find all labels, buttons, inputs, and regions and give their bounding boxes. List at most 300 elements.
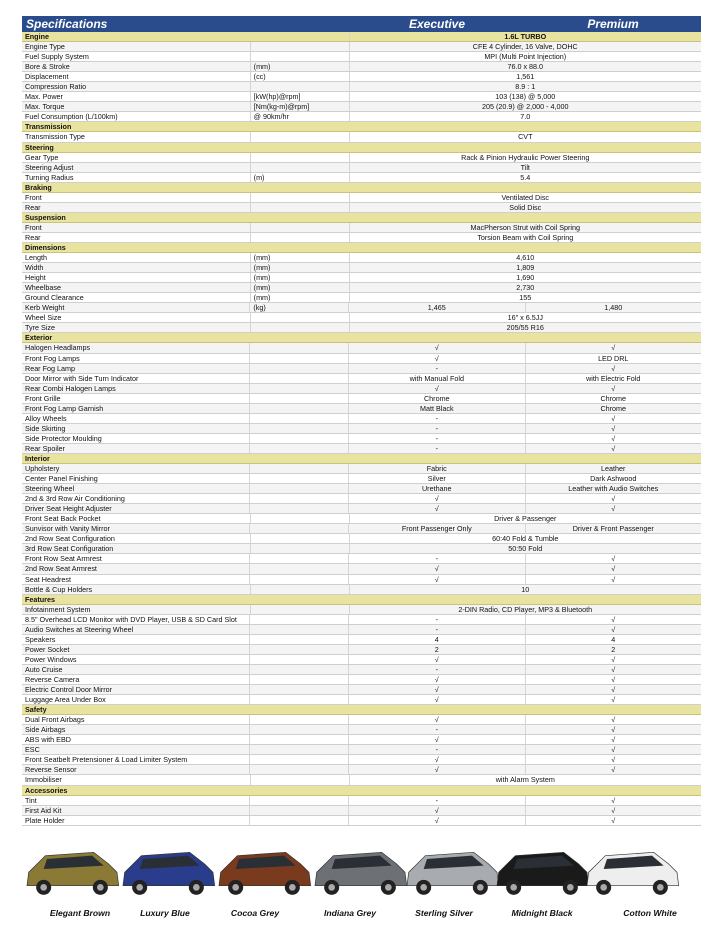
spec-value-both: 1.6L TURBO	[349, 32, 701, 41]
spec-value-both: MPI (Multi Point Injection)	[349, 52, 701, 61]
spec-label: Auto Cruise	[25, 664, 63, 674]
spec-value-both: CVT	[349, 132, 701, 141]
spec-row	[22, 253, 701, 263]
spec-value-executive: -	[348, 665, 524, 674]
spec-value-executive: √	[348, 685, 524, 694]
spec-label: Gear Type	[25, 152, 59, 162]
spec-label: Door Mirror with Side Turn Indicator	[25, 373, 139, 383]
spec-value-executive: √	[348, 575, 524, 584]
spec-value-premium: √	[525, 715, 701, 724]
spec-row	[22, 806, 701, 816]
spec-row	[22, 514, 701, 524]
spec-row	[22, 323, 701, 333]
spec-row	[22, 615, 701, 625]
spec-unit	[250, 32, 349, 41]
spec-label: Driver Seat Height Adjuster	[25, 504, 112, 514]
spec-value-executive: √	[348, 765, 524, 774]
spec-row	[22, 695, 701, 705]
spec-label: Halogen Headlamps	[25, 343, 91, 353]
spec-row	[22, 273, 701, 283]
spec-unit	[249, 434, 348, 443]
spec-label: Compression Ratio	[25, 82, 87, 92]
spec-unit	[250, 132, 349, 141]
spec-label: ABS with EBD	[25, 735, 71, 745]
spec-row	[22, 293, 701, 303]
spec-row	[22, 223, 701, 233]
section-label: Engine	[25, 32, 49, 41]
spec-unit	[250, 333, 349, 342]
spec-row	[22, 52, 701, 62]
spec-value-executive: √	[348, 343, 524, 352]
spec-label: Width	[25, 263, 44, 273]
spec-value-both: 5.4	[349, 173, 701, 182]
spec-value-executive	[349, 122, 525, 131]
spec-unit	[250, 42, 349, 51]
color-names	[22, 908, 702, 922]
spec-label: 2nd Row Seat Armrest	[25, 564, 97, 574]
spec-label: Tyre Size	[25, 323, 55, 333]
spec-row	[22, 534, 701, 544]
spec-row	[22, 62, 701, 72]
spec-value-both: 8.9 : 1	[349, 82, 701, 91]
spec-value-premium: Leather with Audio Switches	[525, 484, 701, 493]
spec-value-executive: √	[348, 695, 524, 704]
spec-unit	[250, 534, 349, 543]
spec-unit	[249, 575, 348, 584]
spec-value-premium: √	[525, 444, 701, 453]
spec-value-premium: √	[525, 554, 701, 563]
spec-label: Alloy Wheels	[25, 413, 67, 423]
color-lineup	[22, 842, 702, 908]
spec-label: Seat Headrest	[25, 574, 71, 584]
spec-unit	[249, 615, 348, 624]
spec-value-executive: -	[348, 745, 524, 754]
spec-label: Side Skirting	[25, 423, 66, 433]
spec-value-executive	[349, 595, 525, 604]
spec-label: Max. Torque	[25, 102, 65, 112]
spec-value-executive: √	[348, 564, 524, 573]
spec-value-both: 205 (20.9) @ 2,000 - 4,000	[349, 102, 701, 111]
spec-label: Rear Combi Halogen Lamps	[25, 383, 116, 393]
spec-value-both: 50:50 Fold	[349, 544, 701, 553]
spec-unit	[249, 796, 348, 805]
spec-unit	[249, 524, 348, 533]
spec-value-both: 1,690	[349, 273, 701, 282]
section-header-row	[22, 595, 701, 605]
spec-row	[22, 605, 701, 615]
spec-unit	[250, 143, 349, 152]
spec-value-both: 103 (138) @ 5,000	[349, 92, 701, 101]
spec-unit	[250, 243, 349, 252]
spec-value-premium	[525, 243, 701, 252]
car-luxury-blue	[118, 842, 218, 906]
spec-value-premium: √	[525, 343, 701, 352]
spec-row	[22, 725, 701, 735]
spec-label: Rear Fog Lamp	[25, 363, 75, 373]
spec-unit	[249, 695, 348, 704]
spec-unit	[249, 444, 348, 453]
spec-label: Rear	[25, 232, 41, 242]
spec-value-executive: 1,465	[348, 303, 524, 312]
spec-unit	[249, 755, 348, 764]
spec-label: Displacement	[25, 72, 69, 82]
spec-value-premium: √	[525, 384, 701, 393]
spec-value-executive: √	[348, 504, 524, 513]
spec-label: Tint	[25, 795, 37, 805]
spec-value-executive	[349, 213, 525, 222]
spec-value-premium: √	[525, 665, 701, 674]
spec-row	[22, 474, 701, 484]
spec-value-premium	[525, 122, 701, 131]
spec-row	[22, 263, 701, 273]
spec-unit	[249, 424, 348, 433]
spec-unit	[249, 675, 348, 684]
spec-unit	[250, 786, 349, 795]
color-name: Indiana Grey	[323, 908, 377, 918]
spec-label: 3rd Row Seat Configuration	[25, 544, 114, 554]
spec-value-premium: √	[525, 364, 701, 373]
spec-row	[22, 313, 701, 323]
spec-unit	[250, 313, 349, 322]
spec-value-premium: √	[525, 564, 701, 573]
spec-value-executive: -	[348, 364, 524, 373]
spec-value-premium: √	[525, 816, 701, 825]
spec-value-both: CFE 4 Cylinder, 16 Valve, DOHC	[349, 42, 701, 51]
spec-value-executive: -	[348, 444, 524, 453]
spec-unit	[250, 163, 349, 172]
spec-row	[22, 303, 701, 313]
spec-row	[22, 364, 701, 374]
spec-unit	[249, 564, 348, 573]
spec-label: Fuel Consumption (L/100km)	[25, 112, 118, 122]
spec-unit	[249, 374, 348, 383]
spec-value-both: 60:40 Fold & Tumble	[349, 534, 701, 543]
section-header-row	[22, 183, 701, 193]
color-name: Luxury Blue	[140, 908, 190, 918]
spec-value-premium	[525, 786, 701, 795]
spec-value-executive	[349, 243, 525, 252]
spec-value-premium	[525, 143, 701, 152]
spec-value-executive: 2	[348, 645, 524, 654]
spec-table	[22, 32, 701, 826]
spec-unit: (mm)	[250, 283, 349, 292]
spec-row	[22, 544, 701, 554]
spec-unit	[249, 715, 348, 724]
spec-value-both: 155	[349, 293, 701, 302]
spec-unit	[249, 765, 348, 774]
spec-unit	[249, 665, 348, 674]
spec-value-premium: √	[525, 504, 701, 513]
spec-label: Bottle & Cup Holders	[25, 584, 93, 594]
spec-unit	[249, 494, 348, 503]
spec-unit	[249, 655, 348, 664]
spec-row	[22, 42, 701, 52]
spec-label: Transmission Type	[25, 132, 85, 142]
spec-value-premium: √	[525, 755, 701, 764]
spec-row	[22, 655, 701, 665]
spec-row	[22, 585, 701, 595]
spec-value-premium: Chrome	[525, 404, 701, 413]
spec-unit	[249, 635, 348, 644]
executive-header: Executive	[408, 17, 466, 31]
spec-label: Center Panel Finishing	[25, 474, 98, 484]
spec-value-both: 1,809	[349, 263, 701, 272]
spec-label: Engine Type	[25, 42, 65, 52]
spec-value-both: 4,610	[349, 253, 701, 262]
spec-value-both: Ventilated Disc	[349, 193, 701, 202]
spec-value-premium: √	[525, 745, 701, 754]
spec-unit	[249, 625, 348, 634]
spec-unit	[249, 725, 348, 734]
spec-row	[22, 203, 701, 213]
spec-label: Rear	[25, 202, 41, 212]
spec-value-premium: Driver & Front Passenger	[525, 524, 701, 533]
spec-unit: (mm)	[250, 253, 349, 262]
spec-label: Front Seatbelt Pretensioner & Load Limiter System	[25, 755, 188, 765]
spec-value-premium: Leather	[525, 464, 701, 473]
spec-value-premium: √	[525, 765, 701, 774]
spec-label: Speakers	[25, 634, 56, 644]
spec-unit	[249, 343, 348, 352]
spec-label: Wheel Size	[25, 313, 62, 323]
section-label: Steering	[25, 142, 54, 152]
premium-header: Premium	[587, 17, 639, 31]
spec-unit	[250, 775, 349, 784]
spec-value-premium: Dark Ashwood	[525, 474, 701, 483]
spec-label: Reverse Camera	[25, 675, 80, 684]
spec-label: ESC	[25, 745, 40, 755]
spec-unit	[249, 685, 348, 694]
spec-unit	[249, 414, 348, 423]
spec-value-executive	[349, 143, 525, 152]
spec-label: Turning Radius	[25, 172, 74, 182]
section-label: Transmission	[25, 122, 72, 132]
spec-unit	[250, 705, 349, 714]
color-name: Cocoa Grey	[230, 908, 280, 918]
spec-row	[22, 494, 701, 504]
spec-row	[22, 112, 701, 122]
spec-value-executive: Matt Black	[348, 404, 524, 413]
spec-row	[22, 675, 701, 685]
spec-row	[22, 163, 701, 173]
spec-unit: (cc)	[250, 72, 349, 81]
spec-unit	[249, 364, 348, 373]
spec-value-premium: LED DRL	[525, 354, 701, 363]
spec-value-both: 1,561	[349, 72, 701, 81]
spec-value-premium: Chrome	[525, 394, 701, 403]
spec-value-premium: √	[525, 725, 701, 734]
spec-unit	[249, 474, 348, 483]
spec-unit	[249, 806, 348, 815]
spec-unit	[249, 404, 348, 413]
spec-unit: @ 90km/hr	[250, 112, 349, 121]
spec-row	[22, 625, 701, 635]
spec-row	[22, 484, 701, 494]
spec-value-premium: √	[525, 675, 701, 684]
section-header-row	[22, 122, 701, 132]
section-label: Exterior	[25, 333, 53, 343]
spec-label: Immobiliser	[25, 775, 62, 785]
spec-value-premium: √	[525, 685, 701, 694]
spec-value-executive: -	[348, 554, 524, 563]
section-label: Accessories	[25, 785, 68, 795]
car-sterling-silver	[402, 842, 502, 906]
spec-unit	[249, 384, 348, 393]
section-label: Features	[25, 594, 55, 604]
spec-value-executive: √	[348, 494, 524, 503]
spec-value-premium: √	[525, 615, 701, 624]
spec-label: Audio Switches at Steering Wheel	[25, 624, 134, 634]
spec-value-premium: √	[525, 806, 701, 815]
spec-unit	[249, 745, 348, 754]
spec-label: Height	[25, 273, 46, 283]
spec-label: Electric Control Door Mirror	[25, 685, 113, 695]
spec-label: Wheelbase	[25, 283, 61, 293]
spec-value-both: with Alarm System	[349, 775, 701, 784]
spec-row	[22, 735, 701, 745]
spec-unit: [kW(hp)@rpm]	[250, 92, 349, 101]
section-label: Dimensions	[25, 242, 66, 252]
section-label: Interior	[25, 453, 50, 463]
spec-unit	[250, 323, 349, 332]
spec-row	[22, 765, 701, 775]
spec-value-executive: -	[348, 625, 524, 634]
spec-value-executive: √	[348, 675, 524, 684]
spec-value-both: Tilt	[349, 163, 701, 172]
color-name: Sterling Silver	[415, 908, 473, 918]
spec-label: Max. Power	[25, 92, 63, 102]
spec-unit	[250, 223, 349, 232]
spec-value-both: Solid Disc	[349, 203, 701, 212]
spec-unit	[249, 484, 348, 493]
spec-value-both: 205/55 R16	[349, 323, 701, 332]
spec-label: Length	[25, 253, 47, 263]
spec-value-executive: -	[348, 796, 524, 805]
spec-value-both: MacPherson Strut with Coil Spring	[349, 223, 701, 232]
spec-unit	[250, 122, 349, 131]
spec-unit	[250, 585, 349, 594]
spec-label: Front Row Seat Armrest	[25, 554, 102, 564]
spec-label: Front	[25, 192, 42, 202]
car-cotton-white	[582, 842, 682, 906]
spec-value-premium	[525, 705, 701, 714]
spec-unit: (mm)	[250, 293, 349, 302]
spec-row	[22, 755, 701, 765]
spec-unit: (mm)	[250, 263, 349, 272]
spec-sheet	[22, 16, 701, 826]
spec-value-premium	[525, 213, 701, 222]
spec-row	[22, 173, 701, 183]
spec-row	[22, 283, 701, 293]
color-name: Elegant Brown	[49, 908, 111, 918]
spec-unit	[250, 52, 349, 61]
spec-label: Rear Spoiler	[25, 443, 65, 453]
spec-row	[22, 635, 701, 645]
spec-row	[22, 384, 701, 394]
spec-row	[22, 414, 701, 424]
spec-unit: (mm)	[250, 62, 349, 71]
spec-value-premium	[525, 333, 701, 342]
spec-value-both: 7.0	[349, 112, 701, 121]
spec-label: Front Seat Back Pocket	[25, 514, 101, 524]
spec-row	[22, 132, 701, 142]
spec-unit	[250, 203, 349, 212]
spec-row	[22, 374, 701, 384]
spec-value-executive: Fabric	[348, 464, 524, 473]
spec-value-executive: √	[348, 735, 524, 744]
spec-value-executive: -	[348, 414, 524, 423]
spec-value-both: 16" x 6.5JJ	[349, 313, 701, 322]
section-label: Suspension	[25, 212, 66, 222]
spec-label: Luggage Area Under Box	[25, 695, 106, 705]
spec-value-executive: Chrome	[348, 394, 524, 403]
spec-label: Bore & Stroke	[25, 62, 70, 72]
section-header-row	[22, 454, 701, 464]
section-header-row	[22, 333, 701, 343]
spec-value-premium: 4	[525, 635, 701, 644]
spec-unit: (mm)	[250, 273, 349, 282]
spec-row	[22, 233, 701, 243]
spec-row	[22, 524, 701, 534]
spec-value-premium: √	[525, 434, 701, 443]
spec-label: Front Grille	[25, 393, 61, 403]
spec-value-executive: √	[348, 655, 524, 664]
spec-value-both: 2-DIN Radio, CD Player, MP3 & Bluetooth	[349, 605, 701, 614]
car-cocoa-grey	[214, 842, 314, 906]
spec-label: Ground Clearance	[25, 293, 84, 303]
spec-value-executive: √	[348, 354, 524, 363]
spec-row	[22, 153, 701, 163]
spec-value-executive	[349, 183, 525, 192]
spec-unit	[250, 213, 349, 222]
spec-value-both: Torsion Beam with Coil Spring	[349, 233, 701, 242]
spec-label: Side Protector Moulding	[25, 433, 102, 443]
spec-value-executive	[349, 454, 525, 463]
spec-value-executive	[349, 333, 525, 342]
spec-value-executive: with Manual Fold	[348, 374, 524, 383]
spec-unit	[250, 153, 349, 162]
spec-row	[22, 92, 701, 102]
spec-unit	[249, 554, 348, 563]
car-midnight-black	[492, 842, 592, 906]
spec-value-both: 10	[349, 585, 701, 594]
spec-unit	[249, 735, 348, 744]
spec-label: 2nd Row Seat Configuration	[25, 534, 115, 544]
section-label: Braking	[25, 182, 52, 192]
spec-value-premium: √	[525, 414, 701, 423]
spec-label: Side Airbags	[25, 725, 66, 735]
spec-value-premium: √	[525, 494, 701, 503]
spec-label: Upholstery	[25, 464, 60, 474]
spec-row	[22, 464, 701, 474]
spec-value-premium	[525, 183, 701, 192]
spec-row	[22, 72, 701, 82]
spec-value-executive	[349, 786, 525, 795]
spec-value-both: Driver & Passenger	[349, 514, 701, 523]
spec-unit: [Nm(kg-m)@rpm]	[250, 102, 349, 111]
spec-value-executive: √	[348, 816, 524, 825]
spec-value-executive: -	[348, 434, 524, 443]
spec-title: Specifications	[26, 17, 108, 31]
spec-row	[22, 665, 701, 675]
spec-label: Kerb Weight	[25, 303, 65, 313]
spec-label: Sunvisor with Vanity Mirror	[25, 524, 110, 534]
spec-label: Infotainment System	[25, 604, 91, 614]
car-elegant-brown	[22, 842, 122, 906]
spec-value-premium: √	[525, 796, 701, 805]
spec-value-executive: √	[348, 384, 524, 393]
spec-label: Steering Wheel	[25, 484, 75, 494]
